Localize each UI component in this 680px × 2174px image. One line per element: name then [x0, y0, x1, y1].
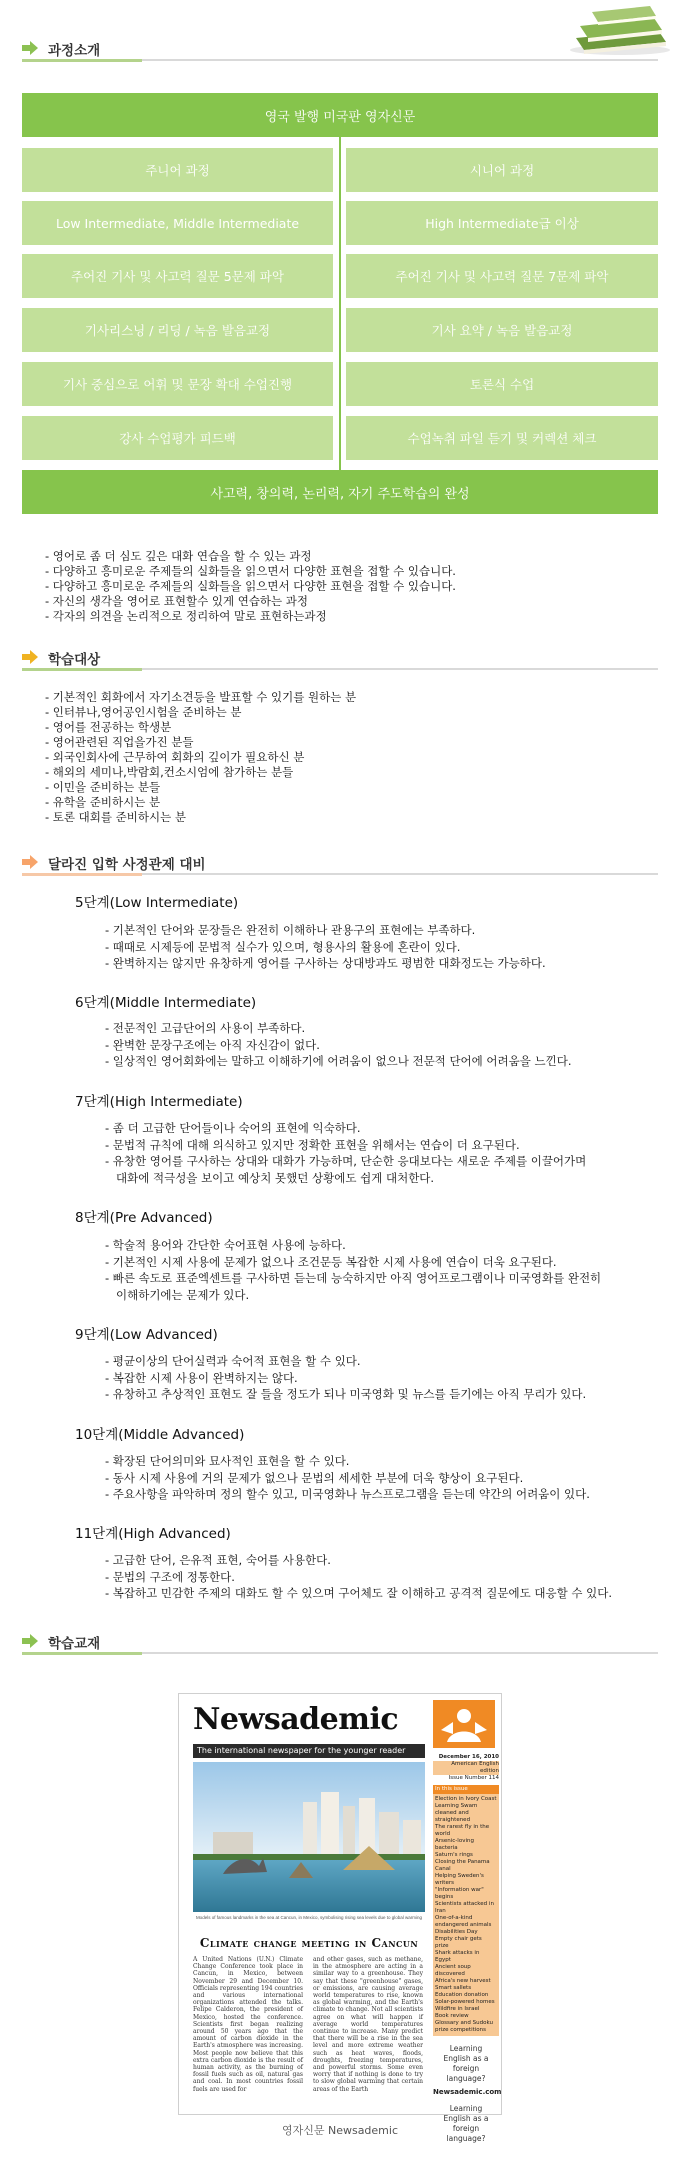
index-item: Learning Swam cleaned and straightened: [435, 1803, 478, 1823]
list-item: - 인터뷰나,영어공인시험을 준비하는 분: [45, 705, 242, 719]
list-item: - 외국인회사에 근무하여 회화의 깊이가 필요하신 분: [45, 750, 305, 764]
divider-accent: [22, 59, 142, 62]
index-item: Shark attacks in Egypt: [435, 1950, 480, 1963]
level-title: 5단계(Low Intermediate): [75, 895, 239, 911]
level-list: [105, 1237, 601, 1303]
chart-left-box: 기사리스닝 / 리딩 / 녹음 발음교정: [22, 308, 333, 352]
level-title: 9단계(Low Advanced): [75, 1327, 218, 1343]
list-item: - 영어를 전공하는 학생분: [45, 720, 172, 734]
index-item: Election in Ivory Coast: [435, 1796, 497, 1802]
list-item-line: 이해하기에는 문제가 있다.: [116, 1287, 250, 1302]
section-title: 과정소개: [48, 43, 101, 59]
list-item: - 완벽하지는 않지만 유창하게 영어를 구사하는 상대방과도 평범한 대화정도는 가능하다.: [105, 956, 546, 970]
divider-accent: [22, 668, 142, 671]
newspaper-tagline: The international newspaper for the younger reader: [193, 1744, 425, 1758]
divider-accent: [22, 1652, 142, 1655]
index-item: Empty chair gets prize: [435, 1936, 482, 1949]
list-item-line: - 유창한 영어를 구사하는 상대와 대화가 가능하며, 단순한 응대보다는 새로운 주제를 이끌어가며: [105, 1154, 587, 1168]
list-item-line: - 빠른 속도로 표준엑센트를 구사하면 듣는데 능숙하지만 아직 영어프로그램이나 미국영화를 완전히: [105, 1271, 602, 1285]
index-item: Scientists attacked in Iran: [435, 1901, 494, 1914]
index-item: Glossary and Sudoku prize competitions: [435, 2020, 493, 2033]
list-item: [105, 1153, 586, 1186]
arrow-icon: [22, 855, 38, 869]
chart-right-box: 주어진 기사 및 사고력 질문 7문제 파악: [346, 254, 658, 298]
newspaper-site: Newsademic.com: [433, 2088, 502, 2096]
arrow-icon: [22, 1634, 38, 1648]
chart-right-box: 시니어 과정: [346, 148, 658, 192]
index-item: Wildfire in Israel: [435, 2006, 480, 2012]
list-item: - 기본적인 시제 사용에 문제가 없으나 조건문등 복잡한 시제 사용에 연습이 더욱 요구된다.: [105, 1254, 557, 1269]
list-item: - 토론 대회를 준비하시는 분: [45, 810, 186, 824]
list-item: - 일상적인 영어회화에는 말하고 이해하기에 어려움이 없으나 전문적 단어에 어려움을 느낀다.: [105, 1054, 572, 1068]
level-list: [105, 922, 546, 972]
list-item: - 영어관련된 직업을가진 분들: [45, 735, 194, 749]
list-item: - 문법적 규칙에 대해 의식하고 있지만 정확한 표현을 위해서는 연습이 더 요구된다.: [105, 1137, 520, 1152]
index-item: Education donation: [435, 1992, 489, 1998]
chart-left-box: 강사 수업평가 피드백: [22, 416, 333, 460]
list-item: [105, 1270, 601, 1303]
chart-left-box: 주니어 과정: [22, 148, 333, 192]
arrow-icon: [22, 650, 38, 664]
newspaper-ad: Learning English as a foreign language?: [443, 2044, 489, 2083]
level-list: [105, 1020, 572, 1070]
chart-left-box: Low Intermediate, Middle Intermediate: [22, 201, 333, 245]
list-item: - 각자의 의견을 논리적으로 정리하여 말로 표현하는과정: [45, 609, 327, 623]
section-header-course-intro: [22, 37, 658, 67]
list-item: - 유창하고 추상적인 표현도 잘 들을 정도가 되나 미국영화 및 뉴스를 듣기에는 아직 무리가 있다.: [105, 1387, 587, 1401]
list-item: - 기본적인 단어와 문장들은 완전히 이해하나 관용구의 표현에는 부족하다.: [105, 923, 476, 937]
newspaper-headline: Climate change meeting in Cancun: [199, 1936, 419, 1950]
in-this-issue-label: In this issue: [433, 1785, 499, 1794]
index-item: Smart sallets: [435, 1985, 472, 1991]
level-title: 8단계(Pre Advanced): [75, 1210, 213, 1226]
chart-right-box: High Intermediate급 이상: [346, 201, 658, 245]
list-item: - 학술적 용어와 간단한 숙어표현 사용에 능하다.: [105, 1238, 346, 1252]
level-list: [105, 1353, 586, 1403]
level-list: [105, 1552, 612, 1602]
list-item: - 고급한 단어, 은유적 표현, 숙어를 사용한다.: [105, 1553, 331, 1567]
index-item: Disabilities Day: [435, 1929, 478, 1935]
list-item: - 다양하고 흥미로운 주제들의 실화들을 읽으면서 다양한 표현을 접할 수 있습니다.: [45, 564, 456, 578]
index-item: The rarest fly in the world: [435, 1824, 490, 1837]
chart-divider-line: [339, 137, 341, 473]
newspaper-ad: Learning English as a foreign language?: [443, 2104, 489, 2143]
list-item: - 때때로 시제등에 문법적 실수가 있으며, 형용사의 활용에 혼란이 있다.: [105, 939, 461, 954]
chart-left-box: 기사 중심으로 어휘 및 문장 확대 수업진행: [22, 362, 333, 406]
list-item: - 문법의 구조에 정통한다.: [105, 1569, 235, 1584]
list-item: - 전문적인 고급단어의 사용이 부족하다.: [105, 1021, 306, 1035]
photo-caption: Models of famous landmarks in the sea at Cancun, in Mexico, symbolising rising sea levels due to global warming: [195, 1915, 423, 1920]
list-item: - 유학을 준비하시는 분: [45, 795, 161, 809]
level-title: 7단계(High Intermediate): [75, 1094, 243, 1110]
chart-right-box: 토론식 수업: [346, 362, 658, 406]
level-list: [105, 1120, 586, 1186]
level-title: 11단계(High Advanced): [75, 1526, 231, 1542]
section-title: 학습대상: [48, 652, 101, 668]
chart-bottom-box: 사고력, 창의력, 논리력, 자기 주도학습의 완성: [22, 470, 658, 514]
newspaper-article-col1: A United Nations (U.N.) Climate Change Conference took place in Cancun, in Mexico, between November 29 and December 10. Officials representing 194 countries and various international organizations attended the talks. Felipe Calderon, the president of Mexico, hosted the conference. Scientists first began realizing around 50 years ago that the amount of carbon dioxide in the Earth's atmosphere was increasing. Most people now believe that this extra carbon dioxide is the result of human activity, as the burning of fossil fuels such as oil, natural gas and coal. In most countries fossil fuels are used for: [193, 1956, 303, 2093]
level-title: 6단계(Middle Intermediate): [75, 995, 257, 1011]
level-title: 10단계(Middle Advanced): [75, 1427, 245, 1443]
list-item: - 이민을 준비하는 분들: [45, 780, 161, 794]
index-item: Book review: [435, 2013, 469, 2019]
index-item: Closing the Panama Canal: [435, 1859, 490, 1872]
section-header-target: [22, 646, 658, 676]
index-item: Africa's new harvest: [435, 1978, 491, 1984]
index-item: Helping Sweden's writers: [435, 1873, 484, 1886]
index-item: Solar-powered homes: [435, 1999, 495, 2005]
newspaper-logo: [433, 1700, 495, 1748]
list-item-line: 대화에 적극성을 보이고 예상치 못했던 상황에도 쉽게 대처한다.: [116, 1170, 435, 1185]
chart-right-box: 수업녹취 파일 듣기 및 커렉션 체크: [346, 416, 658, 460]
list-item: - 동사 시제 사용에 거의 문제가 없으나 문법의 세세한 부분에 더욱 향상이 요구된다.: [105, 1470, 524, 1485]
index-item: One-of-a-kind endangered animals: [435, 1915, 492, 1928]
list-item: - 다양하고 흥미로운 주제들의 실화들을 읽으면서 다양한 표현을 접할 수 있습니다.: [45, 579, 456, 593]
divider-accent: [22, 873, 142, 876]
newspaper-article-col2: and other gases, such as methane, in the atmosphere are acting in a similar way to a greenhouse. They say that these "greenhouse" gases, or emissions, are causing average world temperatures to rise, known as global warming, and the Earth's climate to change. Not all scientists agree on what will happen if average world temperatures continue to increase. Many predict that there will be a rise in the sea level and more extreme weather such as heat waves, floods, droughts, freezing temperatures, and powerful storms. Some even worry that if nothing is done to try to slow global warming that certain areas of the Earth: [313, 1956, 423, 2093]
list-item: - 복잡하고 민감한 주제의 대화도 할 수 있으며 구어체도 잘 이해하고 공격적 질문에도 대응할 수 있다.: [105, 1586, 612, 1600]
list-item: - 확장된 단어의미와 묘사적인 표현을 할 수 있다.: [105, 1454, 350, 1468]
arrow-icon: [22, 41, 38, 55]
list-item: - 자신의 생각을 영어로 표현할수 있게 연습하는 과정: [45, 594, 309, 608]
index-item: "Information war" begins: [435, 1887, 484, 1900]
issue-index: [433, 1794, 499, 2036]
index-item: Saturn's rings: [435, 1852, 473, 1858]
index-item: Arsenic-loving bacteria: [435, 1838, 474, 1851]
target-bullets: [45, 690, 356, 825]
level-list: [105, 1453, 590, 1503]
index-item: Ancient soup discovered: [435, 1964, 471, 1977]
list-item: - 주요사항을 파악하며 정의 할수 있고, 미국영화나 뉴스프로그램을 듣는데 약간의 어려움이 있다.: [105, 1487, 590, 1501]
newspaper-date: December 16, 2010: [438, 1754, 499, 1760]
list-item: - 평균이상의 단어실력과 숙어적 표현을 할 수 있다.: [105, 1354, 361, 1368]
list-item: - 해외의 세미나,박람회,컨소시엄에 참가하는 분들: [45, 765, 294, 779]
image-caption: 영자신문 Newsademic: [281, 2124, 399, 2137]
list-item: - 영어로 좀 더 심도 깊은 대화 연습을 할 수 있는 과정: [45, 549, 312, 563]
newspaper-masthead: Newsademic: [193, 1702, 399, 1737]
section-title: 달라진 입학 사정관제 대비: [48, 857, 206, 873]
chart-top-box: 영국 발행 미국판 영자신문: [22, 93, 658, 137]
newspaper-sidebar: [433, 1754, 502, 2143]
newspaper-edition: American English edition: [433, 1761, 499, 1775]
chart-right-box: 기사 요약 / 녹음 발음교정: [346, 308, 658, 352]
section-title: 학습교재: [48, 1636, 101, 1652]
list-item: - 좀 더 고급한 단어들이나 숙어의 표현에 익숙하다.: [105, 1121, 361, 1135]
list-item: - 완벽한 문장구조에는 아직 자신감이 없다.: [105, 1037, 320, 1052]
newspaper-photo: [193, 1762, 425, 1922]
list-item: - 복잡한 시제 사용이 완벽하지는 않다.: [105, 1370, 298, 1385]
section-header-compare: [22, 851, 658, 881]
list-item: - 기본적인 회화에서 자기소견등을 발표할 수 있기를 원하는 분: [45, 690, 357, 704]
newspaper-issue: Issue Number 114: [448, 1775, 499, 1781]
intro-bullets: [45, 549, 456, 624]
section-header-materials: [22, 1630, 658, 1660]
chart-left-box: 주어진 기사 및 사고력 질문 5문제 파악: [22, 254, 333, 298]
